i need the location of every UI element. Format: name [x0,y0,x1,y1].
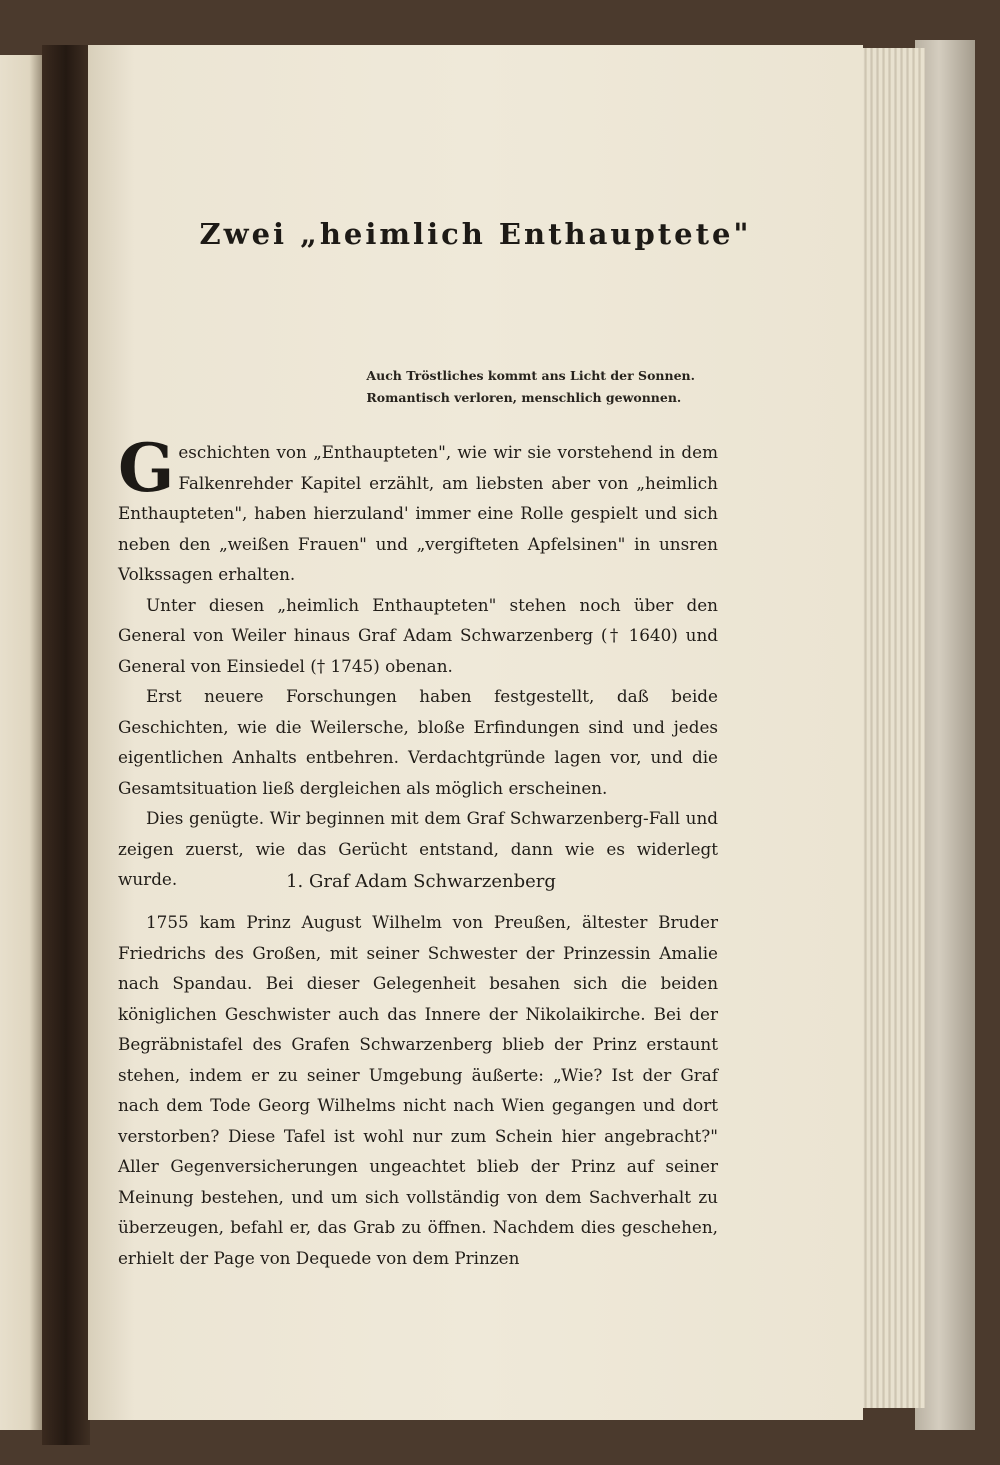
section-paragraph-1: 1755 kam Prinz August Wilhelm von Preußen, ältester Bruder Friedrichs des Großen, mit seiner Schwester der Prinzessin Amalie nach Spandau. Bei dieser Gelegenheit besahen sich die beiden königlichen Geschwister auch das Innere der Nikolaikirche. Bei der Begräbnistafel des Grafen Schwarzenberg blieb der Prinz erstaunt stehen, indem er zu seiner Umgebung äußerte: „Wie? Ist der Graf nach dem Tode Georg Wilhelms nicht nach Wien gegangen und dort verstorben? Diese Tafel ist wohl nur zum Schein hier angebracht?" Aller Gegenversicherungen ungeachtet blieb der Prinz auf seiner Meinung bestehen, und um sich vollständig von dem Sachverhalt zu überzeugen, befahl er, das Grab zu öffnen. Nachdem dies geschehen, erhielt der Page von Dequede von dem Prinzen [118,912,718,1268]
intro-paragraph-1-text: eschichten von „Enthaupteten", wie wir sie vorstehend in dem Falkenrehder Kapitel erzählt, am liebsten aber von „heimlich Enthaupteten", haben hierzuland' immer eine Rolle gespielt und sich neben den „weißen Frauen" und „vergifteten Apfelsinen" in unsren Volkssagen erhalten. [118,442,718,584]
intro-text [118,429,718,895]
epigraph-line-1: Auch Tröstliches kommt ans Licht der Sonnen. [366,368,695,383]
epigraph-line-2: Romantisch verloren, menschlich gewonnen. [366,390,682,405]
intro-paragraph-1 [118,429,718,590]
section-text [118,907,718,1273]
section-heading: 1. Graf Adam Schwarzenberg [286,871,556,892]
left-page-edge [0,55,42,1430]
drop-cap: G [118,429,175,507]
book-gutter [42,45,90,1445]
epigraph [366,365,695,409]
chapter-title: Zwei „heimlich Enthauptete" [199,217,752,251]
page-edges [855,48,925,1408]
intro-paragraph-3: Erst neuere Forschungen haben festgestellt, daß beide Geschichten, wie die Weilersche, bloße Erfindungen sind und jedes eigentlichen Anhalts entbehren. Verdachtgründe lagen vor, und die Gesamtsituation ließ dergleichen als möglich erscheinen. [118,686,718,798]
right-page [88,45,863,1420]
intro-paragraph-4: Dies genügte. Wir beginnen mit dem Graf Schwarzenberg-Fall und zeigen zuerst, wie das Gerücht entstand, dann wie es widerlegt wurde. [118,808,718,889]
intro-paragraph-2: Unter diesen „heimlich Enthaupteten" stehen noch über den General von Weiler hinaus Graf Adam Schwarzenberg († 1640) und General von Einsiedel († 1745) obenan. [118,594,718,676]
